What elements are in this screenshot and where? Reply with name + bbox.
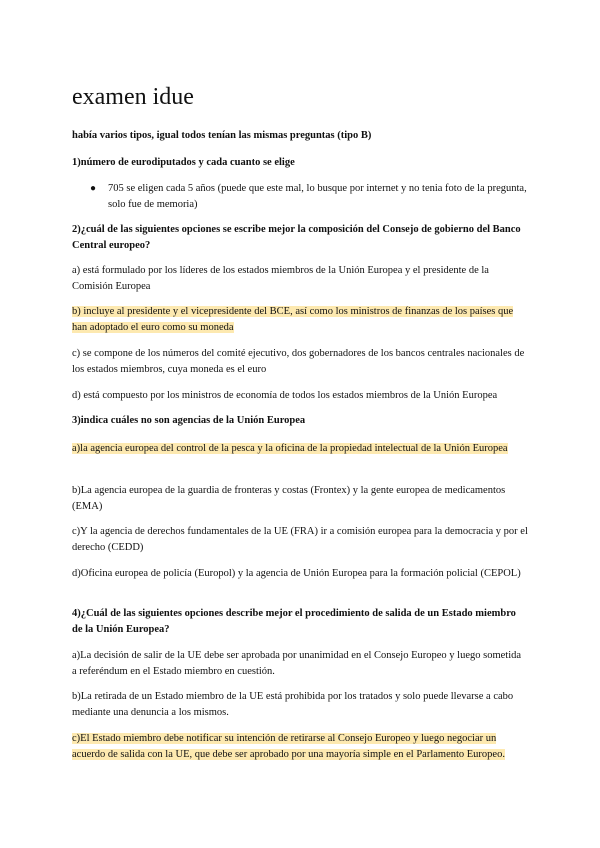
question-1: 1)número de eurodiputados y cada cuanto se elige <box>72 157 295 168</box>
question-4: 4)¿Cuál de las siguientes opciones describe mejor el procedimiento de salida de un Estado miembro de la Unión Europea? <box>72 608 516 635</box>
question-3-option-b: b)La agencia europea de la guardia de fronteras y costas (Frontex) y la gente europea de medicamentos (EMA) <box>72 485 506 512</box>
question-1-answer: 705 se eligen cada 5 años (puede que este mal, lo busque por internet y no tenia foto de la pregunta, solo fue de memoria) <box>108 183 527 210</box>
highlighted-text: b) incluye al presidente y el vicepresidente del BCE, así como los ministros de finanzas de los países que han adoptado el euro como su moneda <box>72 306 514 333</box>
intro-text: había varios tipos, igual todos tenían las mismas preguntas (tipo B) <box>72 130 372 141</box>
question-2-option-b-highlighted <box>72 304 528 336</box>
question-4-option-c-highlighted <box>72 731 528 763</box>
question-4-option-a: a)La decisión de salir de la UE debe ser aprobada por unanimidad en el Consejo Europeo y luego sometida a referéndum en el Estado miembro en cuestión. <box>72 650 522 677</box>
question-3-option-a-highlighted <box>72 441 528 457</box>
question-3: 3)indica cuáles no son agencias de la Unión Europea <box>72 415 306 426</box>
question-3-option-d: d)Oficina europea de policía (Europol) y la agencia de Unión Europea para la formación policial (CEPOL) <box>72 568 521 579</box>
question-2-option-c: c) se compone de los números del comité ejecutivo, dos gobernadores de los bancos centrales nacionales de los estados miembros, cuya moneda es el euro <box>72 348 525 375</box>
question-4-option-b: b)La retirada de un Estado miembro de la UE está prohibida por los tratados y solo puede llevarse a cabo mediante una denuncia a los mismos. <box>72 691 514 718</box>
highlighted-text: c)El Estado miembro debe notificar su intención de retirarse al Consejo Europeo y luego negociar un acuerdo de salida con la UE, que debe ser aprobado por una mayoría simple en el Parlamento Europeo. <box>72 733 505 760</box>
question-2: 2)¿cuál de las siguientes opciones se escribe mejor la composición del Consejo de gobierno del Banco Central europeo? <box>72 224 521 251</box>
bullet-dot-icon: ● <box>90 183 97 194</box>
highlighted-text: a)la agencia europea del control de la pesca y la oficina de la propiedad intelectual de la Unión Europea <box>72 443 508 454</box>
question-2-option-d: d) está compuesto por los ministros de economía de todos los estados miembros de la Unión Europea <box>72 390 498 401</box>
question-3-option-c: c)Y la agencia de derechos fundamentales de la UE (FRA) ir a comisión europea para la democracia y por el derecho (CEDD) <box>72 526 528 553</box>
document-title: examen idue <box>72 84 194 110</box>
question-2-option-a: a) está formulado por los líderes de los estados miembros de la Unión Europea y el presidente de la Comisión Europea <box>72 265 489 292</box>
